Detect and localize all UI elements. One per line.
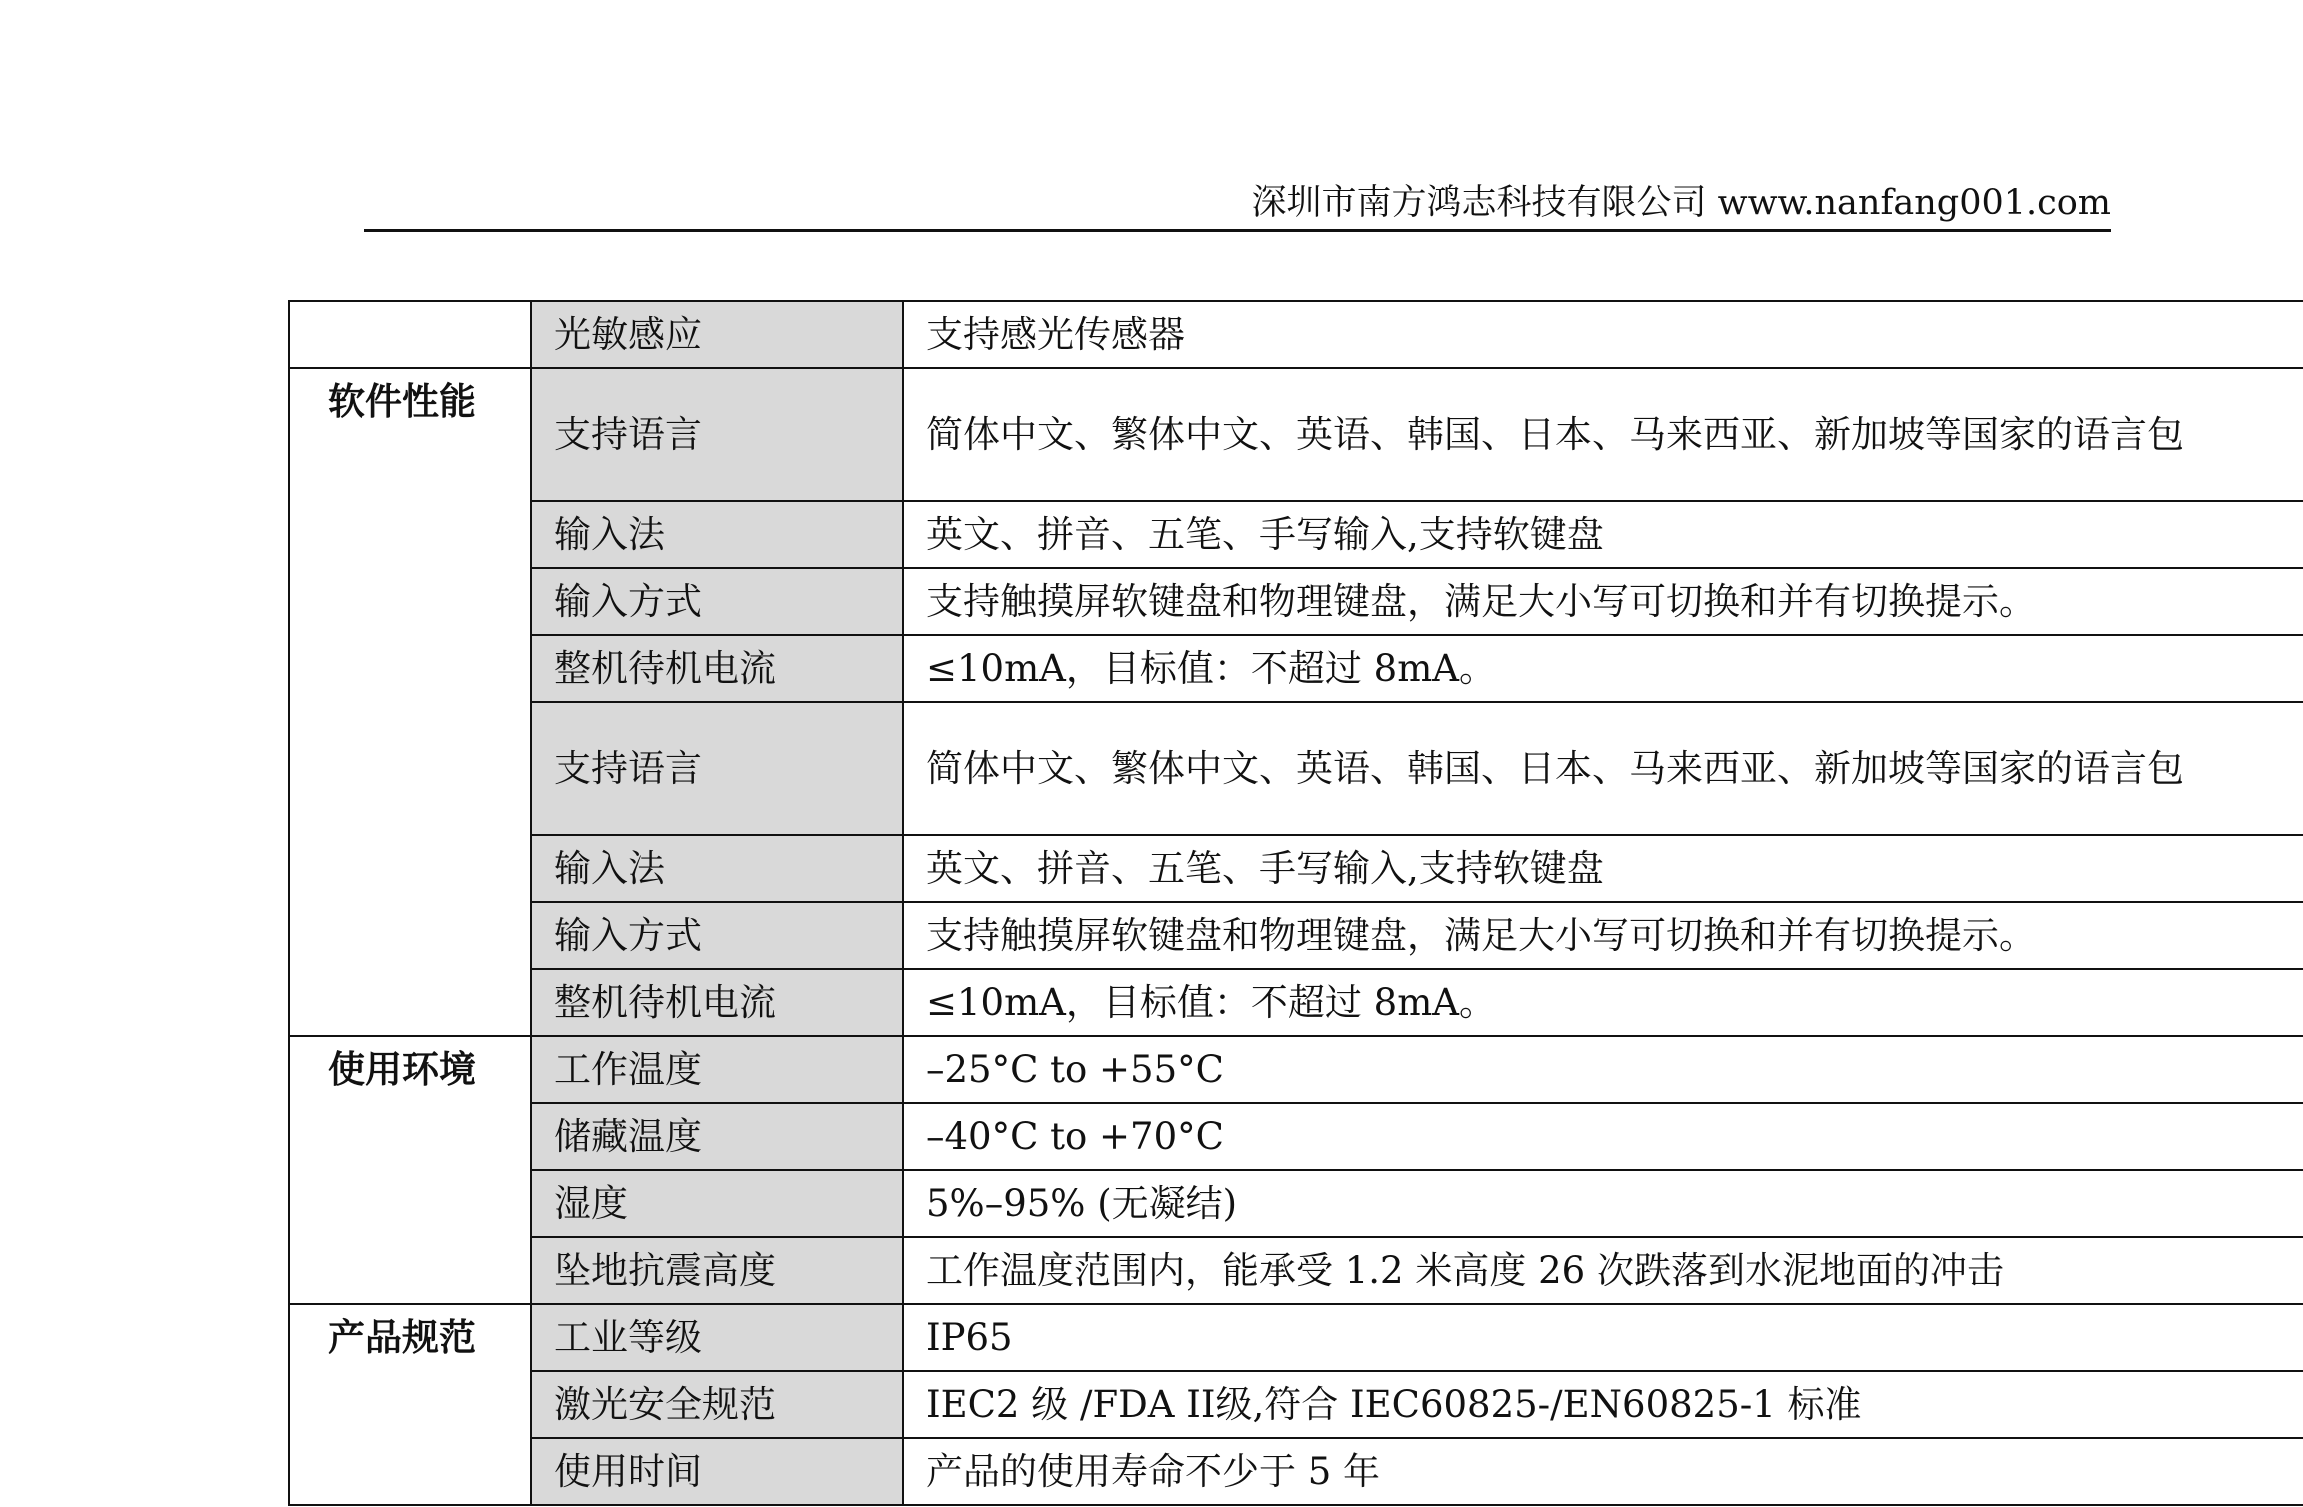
table-row [289,301,2303,368]
table-row [289,1170,2303,1237]
value-cell: 工作温度范围内，能承受 1.2 米高度 26 次跌落到水泥地面的冲击 [903,1237,2303,1304]
item-cell: 坠地抗震高度 [531,1237,903,1304]
category-environment: 使用环境 [289,1036,531,1304]
value-cell: 支持感光传感器 [903,301,2303,368]
page-header [364,176,2111,232]
value-cell: 支持触摸屏软键盘和物理键盘，满足大小写可切换和并有切换提示。 [903,902,2303,969]
value-cell: 支持触摸屏软键盘和物理键盘，满足大小写可切换和并有切换提示。 [903,568,2303,635]
table-row [289,1304,2303,1371]
value-cell: 简体中文、繁体中文、英语、韩国、日本、马来西亚、新加坡等国家的语言包 [903,368,2303,501]
table-row [289,1036,2303,1103]
table-row [289,1103,2303,1170]
item-cell: 储藏温度 [531,1103,903,1170]
item-cell: 输入法 [531,835,903,902]
item-cell: 整机待机电流 [531,969,903,1036]
company-header-text: 深圳市南方鸿志科技有限公司 www.nanfang001.com [1251,183,2111,223]
table-row [289,568,2303,635]
item-cell: 激光安全规范 [531,1371,903,1438]
value-cell: ≤10mA，目标值：不超过 8mA。 [903,635,2303,702]
category-software: 软件性能 [289,368,531,1036]
table-row [289,969,2303,1036]
value-cell: 简体中文、繁体中文、英语、韩国、日本、马来西亚、新加坡等国家的语言包 [903,702,2303,835]
spec-table [288,300,2303,1506]
value-cell: IP65 [903,1304,2303,1371]
table-row [289,501,2303,568]
item-cell: 光敏感应 [531,301,903,368]
category-cell-empty [289,301,531,368]
value-cell: ≤10mA，目标值：不超过 8mA。 [903,969,2303,1036]
value-cell: –25°C to +55°C [903,1036,2303,1103]
item-cell: 输入法 [531,501,903,568]
value-cell: 5%–95% (无凝结) [903,1170,2303,1237]
value-cell: –40°C to +70°C [903,1103,2303,1170]
value-cell: 英文、拼音、五笔、手写输入,支持软键盘 [903,835,2303,902]
item-cell: 输入方式 [531,568,903,635]
table-row [289,1237,2303,1304]
item-cell: 使用时间 [531,1438,903,1505]
item-cell: 工业等级 [531,1304,903,1371]
table-row [289,368,2303,501]
table-row [289,1438,2303,1505]
item-cell: 工作温度 [531,1036,903,1103]
table-row [289,1371,2303,1438]
category-spec: 产品规范 [289,1304,531,1505]
item-cell: 整机待机电流 [531,635,903,702]
table-row [289,702,2303,835]
table-row [289,635,2303,702]
value-cell: 产品的使用寿命不少于 5 年 [903,1438,2303,1505]
item-cell: 输入方式 [531,902,903,969]
item-cell: 湿度 [531,1170,903,1237]
table-row [289,902,2303,969]
value-cell: IEC2 级 /FDA II级,符合 IEC60825-/EN60825-1 标准 [903,1371,2303,1438]
item-cell: 支持语言 [531,702,903,835]
value-cell: 英文、拼音、五笔、手写输入,支持软键盘 [903,501,2303,568]
table-row [289,835,2303,902]
item-cell: 支持语言 [531,368,903,501]
